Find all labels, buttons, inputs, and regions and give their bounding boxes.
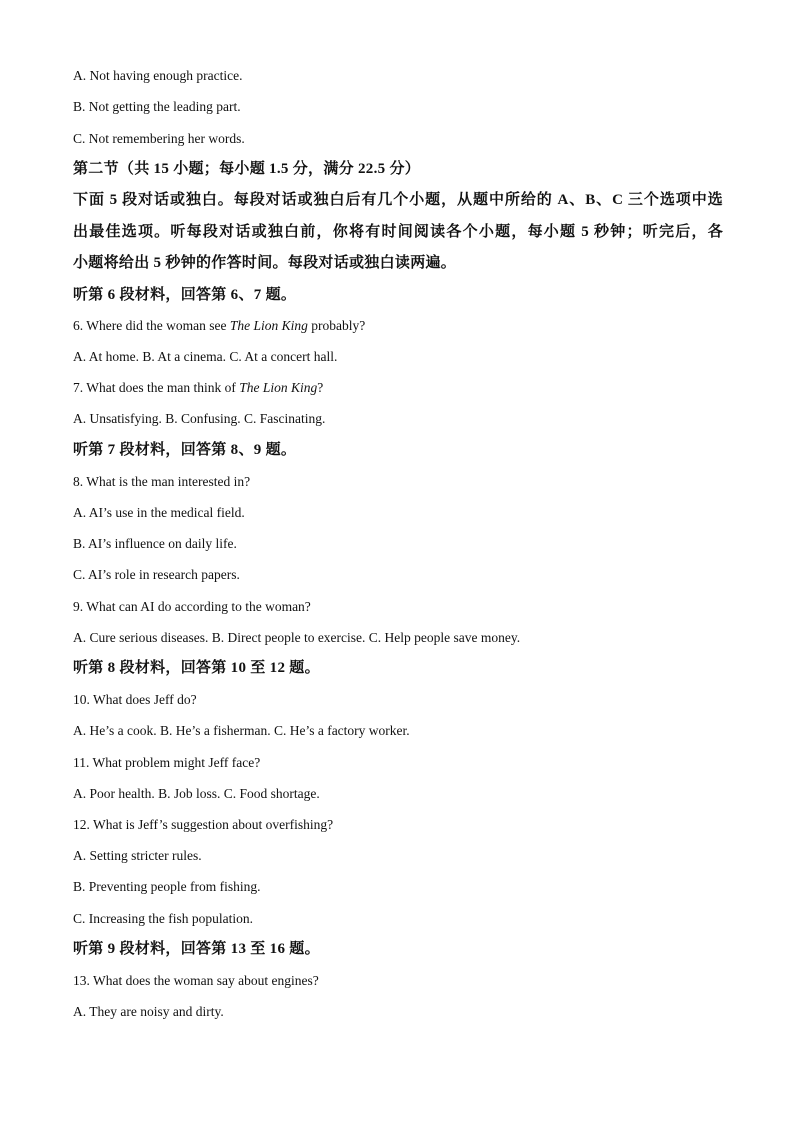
- passage-heading: 听第 9 段材料，回答第 13 至 16 题。: [73, 941, 320, 957]
- question-line: 8. What is the man interested in?: [73, 474, 251, 489]
- option-line: C. Not remembering her words.: [73, 131, 245, 146]
- question-line: 11. What problem might Jeff face?: [73, 755, 261, 770]
- passage-heading: 听第 6 段材料，回答第 6、7 题。: [73, 287, 297, 303]
- option-line: A. Not having enough practice.: [73, 68, 243, 83]
- instructions-line-3: 小题将给出 5 秒钟的作答时间。每段对话或独白读两遍。: [73, 255, 457, 271]
- movie-title: The Lion King: [239, 380, 318, 395]
- instructions-line-2: 出最佳选项。听每段对话或独白前，你将有时间阅读各个小题，每小题 5 秒钟；听完后，各: [73, 224, 723, 240]
- option-line: B. Not getting the leading part.: [73, 99, 241, 114]
- question-line: 7. What does the man think of The Lion King?: [73, 380, 324, 395]
- movie-title: The Lion King: [229, 318, 308, 333]
- section-heading: 第二节（共 15 小题；每小题 1.5 分，满分 22.5 分）: [73, 161, 421, 177]
- option-line: C. AI’s role in research papers.: [73, 567, 240, 582]
- question-line: 13. What does the woman say about engines?: [73, 973, 319, 988]
- instructions-line-1: 下面 5 段对话或独白。每段对话或独白后有几个小题，从题中所给的 A、B、C 三个选项中选: [73, 192, 723, 208]
- option-line: A. AI’s use in the medical field.: [73, 505, 245, 520]
- option-line: A. They are noisy and dirty.: [73, 1004, 224, 1019]
- option-line: A. Cure serious diseases. B. Direct people to exercise. C. Help people save money.: [73, 630, 521, 645]
- option-line: A. At home. B. At a cinema. C. At a concert hall.: [73, 349, 338, 364]
- question-line: 10. What does Jeff do?: [73, 692, 197, 707]
- option-line: A. Setting stricter rules.: [73, 848, 202, 863]
- passage-heading: 听第 7 段材料，回答第 8、9 题。: [73, 442, 297, 458]
- question-line: 6. Where did the woman see The Lion King probably?: [73, 318, 366, 333]
- passage-heading: 听第 8 段材料，回答第 10 至 12 题。: [73, 660, 320, 676]
- option-line: A. Unsatisfying. B. Confusing. C. Fascinating.: [73, 411, 326, 426]
- option-line: B. Preventing people from fishing.: [73, 879, 261, 894]
- option-line: B. AI’s influence on daily life.: [73, 536, 237, 551]
- question-line: 12. What is Jeff’s suggestion about overfishing?: [73, 817, 334, 832]
- question-line: 9. What can AI do according to the woman?: [73, 599, 311, 614]
- option-line: A. He’s a cook. B. He’s a fisherman. C. He’s a factory worker.: [73, 723, 410, 738]
- option-line: A. Poor health. B. Job loss. C. Food shortage.: [73, 786, 320, 801]
- option-line: C. Increasing the fish population.: [73, 911, 253, 926]
